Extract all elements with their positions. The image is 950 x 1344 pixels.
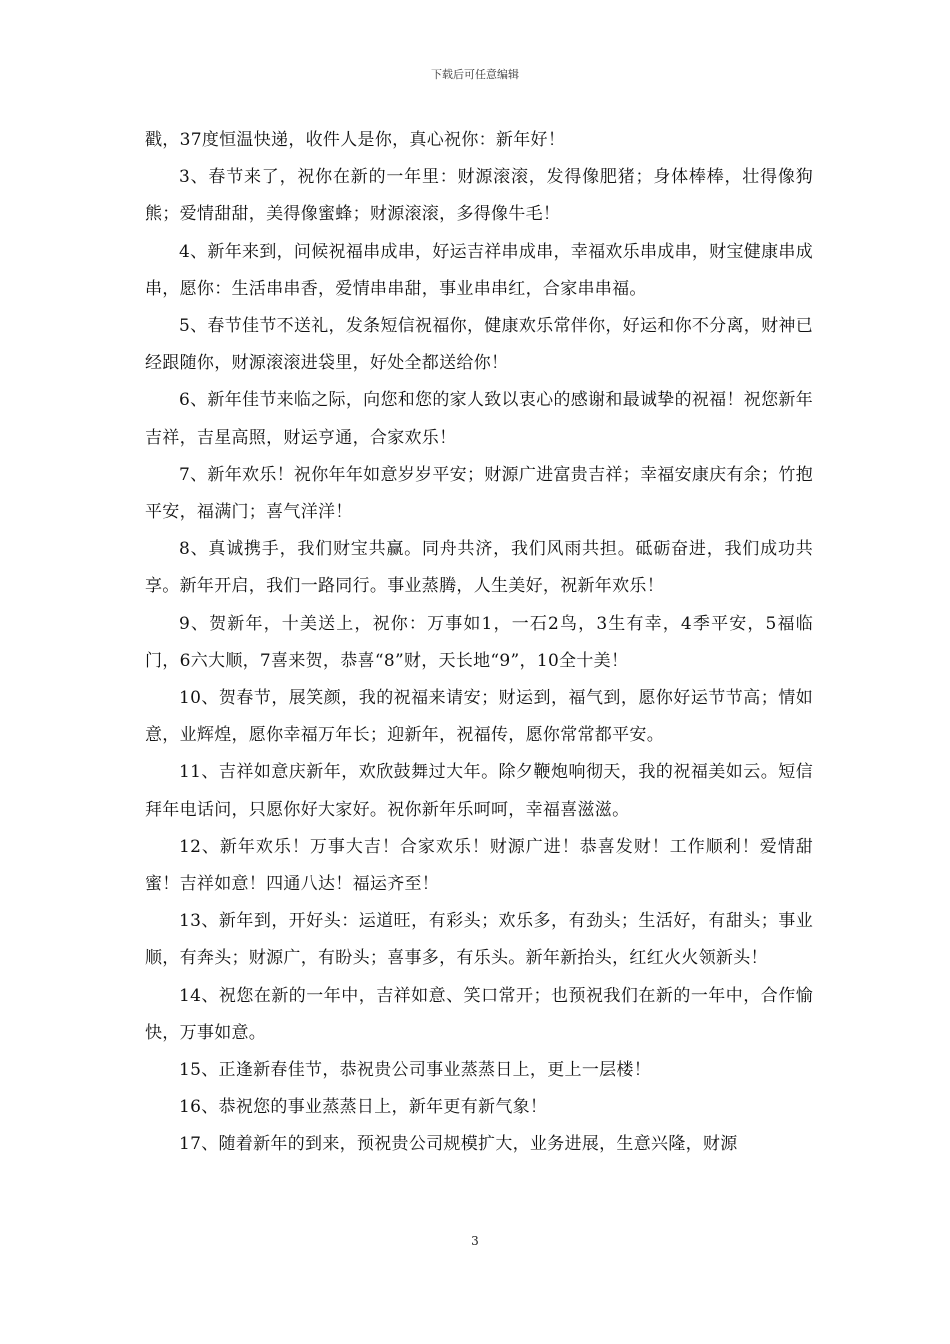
page-header: 下载后可任意编辑 <box>431 68 519 81</box>
paragraph-item-10: 10、贺春节，展笑颜，我的祝福来请安；财运到，福气到，愿你好运节节高；情如意，业辉煌，愿你幸福万年长；迎新年，祝福传，愿你常常都平安。 <box>145 688 813 746</box>
paragraph-item-7: 7、新年欢乐！祝你年年如意岁岁平安；财源广进富贵吉祥；幸福安康庆有余；竹抱平安，福满门；喜气洋洋！ <box>145 464 813 523</box>
paragraph-item-4: 4、新年来到，问候祝福串成串，好运吉祥串成串，幸福欢乐串成串，财宝健康串成串，愿你：生活串串香，爱情串串甜，事业串串红，合家串串福。 <box>145 241 813 299</box>
paragraph-item-16: 16、恭祝您的事业蒸蒸日上，新年更有新气象！ <box>179 1097 548 1118</box>
paragraph-item-11: 11、吉祥如意庆新年，欢欣鼓舞过大年。除夕鞭炮响彻天，我的祝福美如云。短信拜年电话问，只愿你好大家好。祝你新年乐呵呵，幸福喜滋滋。 <box>145 762 813 820</box>
paragraph-item-8: 8、真诚携手，我们财宝共赢。同舟共济，我们风雨共担。砥砺奋进，我们成功共享。新年开启，我们一路同行。事业蒸腾，人生美好，祝新年欢乐！ <box>145 539 813 597</box>
paragraph-item-12: 12、新年欢乐！万事大吉！合家欢乐！财源广进！恭喜发财！工作顺利！爱情甜蜜！吉祥如意！四通八达！福运齐至！ <box>145 836 813 895</box>
paragraph-item-6: 6、新年佳节来临之际，向您和您的家人致以衷心的感谢和最诚挚的祝福！祝您新年吉祥，吉星高照，财运亨通，合家欢乐！ <box>145 390 813 448</box>
paragraph-continued: 戳，37度恒温快递，收件人是你，真心祝你：新年好！ <box>145 130 566 150</box>
paragraph-item-5: 5、春节佳节不送礼，发条短信祝福你，健康欢乐常伴你，好运和你不分离，财神已经跟随你，财源滚滚进袋里，好处全都送给你！ <box>145 316 813 374</box>
paragraph-item-15: 15、正逢新春佳节，恭祝贵公司事业蒸蒸日上，更上一层楼！ <box>179 1060 652 1081</box>
paragraph-item-13: 13、新年到，开好头：运道旺，有彩头；欢乐多，有劲头；生活好，有甜头；事业顺，有奔头；财源广，有盼头；喜事多，有乐头。新年新抬头，红红火火领新头！ <box>145 911 813 969</box>
paragraph-item-9: 9、贺新年，十美送上，祝你：万事如1，一石2鸟，3生有幸，4季平安，5福临门，6六大顺，7喜来贺，恭喜“8”财，天长地“9”，10全十美！ <box>145 613 813 671</box>
paragraph-item-3: 3、春节来了，祝你在新的一年里：财源滚滚，发得像肥猪；身体棒棒，壮得像狗熊；爱情甜甜，美得像蜜蜂；财源滚滚，多得像牛毛！ <box>145 167 813 225</box>
document-body <box>145 122 813 1164</box>
paragraph-item-14: 14、祝您在新的一年中，吉祥如意、笑口常开；也预祝我们在新的一年中，合作愉快，万事如意。 <box>145 985 813 1043</box>
page-number: 3 <box>471 1234 479 1248</box>
paragraph-item-17: 17、随着新年的到来，预祝贵公司规模扩大，业务进展，生意兴隆，财源 <box>179 1134 738 1155</box>
